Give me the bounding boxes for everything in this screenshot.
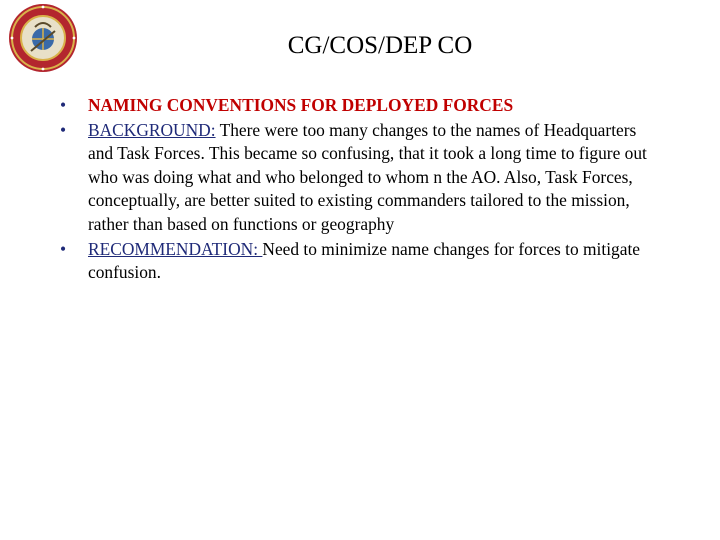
- bullet-recommendation: [60, 238, 660, 285]
- recommendation-label: RECOMMENDATION:: [88, 238, 263, 259]
- bullet-background: [60, 119, 660, 237]
- bullet-list: [60, 94, 660, 286]
- slide-title: CG/COS/DEP CO: [287, 32, 473, 59]
- bullet-naming-conventions: [60, 94, 660, 118]
- background-label: BACKGROUND:: [88, 119, 216, 140]
- usmc-seal-icon: [8, 3, 78, 73]
- recommendation-text: Need to minimize name changes for forces to mitigate confusion.: [88, 238, 641, 283]
- naming-conventions-heading: NAMING CONVENTIONS FOR DEPLOYED FORCES: [88, 95, 514, 115]
- bullet-marker: •: [60, 95, 67, 115]
- background-text: There were too many changes to the names of Headquarters and Task Forces. This became so confusing, that it took a long time to figure out who was doing what and who belonged to whom n the AO. Also, Task Forces, conceptually, are better suited to existing commanders tailored to the mission, rather than based on functions or geography: [88, 119, 647, 234]
- bullet-marker: •: [60, 238, 67, 259]
- bullet-marker: •: [60, 119, 67, 140]
